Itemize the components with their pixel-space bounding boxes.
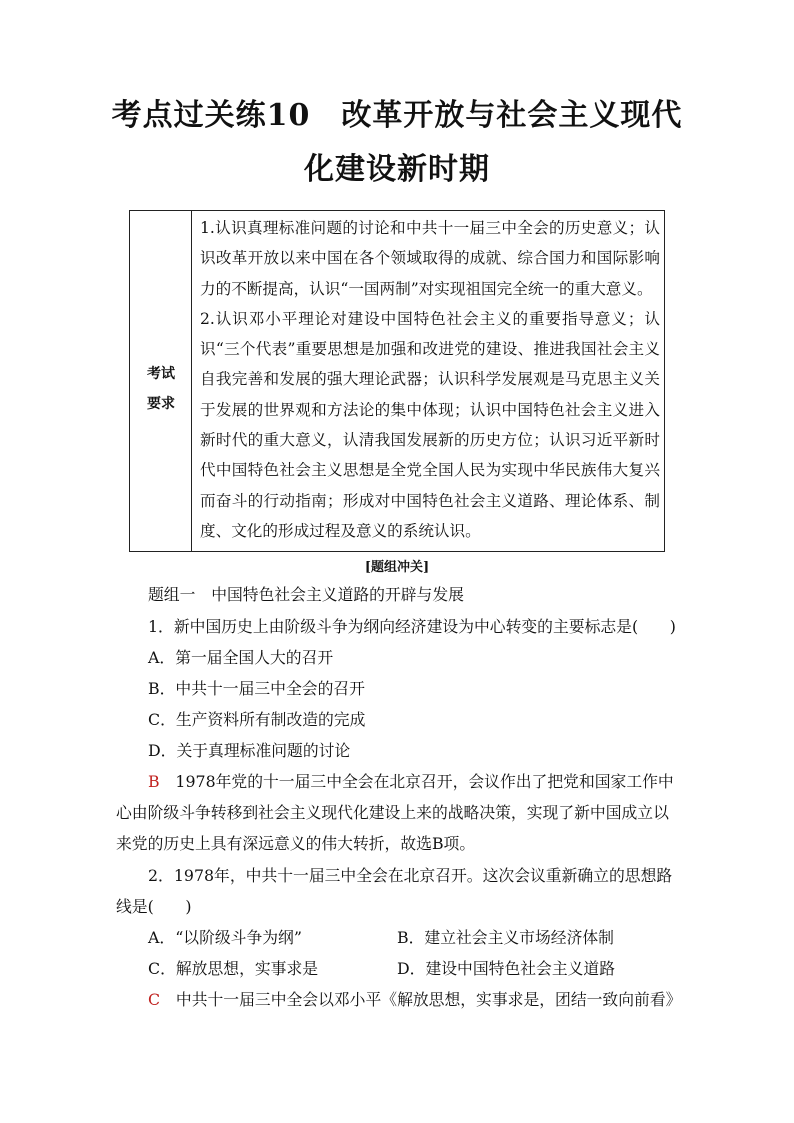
q2-explanation-line1: [148, 990, 681, 1010]
q1-explanation-line3: 来党的历史上具有深远意义的伟大转折，故选B项。: [116, 834, 476, 853]
requirements-label-line2: 要求: [147, 396, 175, 412]
q2-answer-letter: C: [148, 990, 161, 1009]
requirements-paragraph-1: 1.认识真理标准问题的讨论和中共十一届三中全会的历史意义；认识改革开放以来中国在各个领域取得的成就、综合国力和国际影响力的不断提高，认识“一国两制”对实现祖国完全统一的重大意义。: [200, 219, 660, 298]
requirements-label-line1: 考试: [147, 366, 175, 382]
requirements-label-cell: [130, 211, 192, 551]
q2-option-b: B．建立社会主义市场经济体制: [397, 928, 614, 947]
q2-option-a: A．“以阶级斗争为纲”: [148, 928, 302, 947]
q2-option-d: D．建设中国特色社会主义道路: [397, 959, 616, 978]
requirements-label: [130, 359, 192, 419]
q2-stem-line1: 2．1978年，中共十一届三中全会在北京召开。这次会议重新确立的思想路: [148, 866, 673, 885]
q1-explanation-text1: 1978年党的十一届三中全会在北京召开，会议作出了把党和国家工作中: [175, 772, 674, 791]
requirements-table: [129, 210, 665, 552]
requirements-content: [200, 213, 660, 546]
q2-option-c: C．解放思想，实事求是: [148, 959, 319, 978]
q1-option-d: D．关于真理标准问题的讨论: [148, 741, 351, 760]
q1-stem: 1．新中国历史上由阶级斗争为纲向经济建设为中心转变的主要标志是( ): [148, 617, 676, 636]
section-heading: [题组冲关]: [364, 560, 430, 575]
page-title-line2: 化建设新时期: [304, 152, 490, 187]
q2-explanation-text1: 中共十一届三中全会以邓小平《解放思想，实事求是，团结一致向前看》: [175, 990, 682, 1009]
q1-explanation-line1: [148, 772, 674, 792]
q1-explanation-line2: 心由阶级斗争转移到社会主义现代化建设上来的战略决策，实现了新中国成立以: [116, 803, 669, 822]
group1-heading: 题组一 中国特色社会主义道路的开辟与发展: [148, 585, 464, 604]
q1-option-a: A．第一届全国人大的召开: [148, 648, 334, 667]
q1-option-c: C．生产资料所有制改造的完成: [148, 710, 366, 729]
q2-stem-line2: 线是( ): [116, 897, 192, 916]
q1-option-b: B．中共十一届三中全会的召开: [148, 679, 365, 698]
page-title-line1: 考点过关练10 改革开放与社会主义现代: [111, 98, 683, 133]
requirements-paragraph-2: 2.认识邓小平理论对建设中国特色社会主义的重要指导意义；认识“三个代表”重要思想是加强和改进党的建设、推进我国社会主义自我完善和发展的强大理论武器；认识科学发展观是马克思主义关于发展的世界观和方法论的集中体现；认识中国特色社会主义进入新时代的重大意义，认清我国发展新的历史方位；认识习近平新时代中国特色社会主义思想是全党全国人民为实现中华民族伟大复兴而奋斗的行动指南；形成对中国特色社会主义道路、理论体系、制度、文化的形成过程及意义的系统认识。: [200, 309, 660, 540]
q1-answer-letter: B: [148, 772, 160, 791]
